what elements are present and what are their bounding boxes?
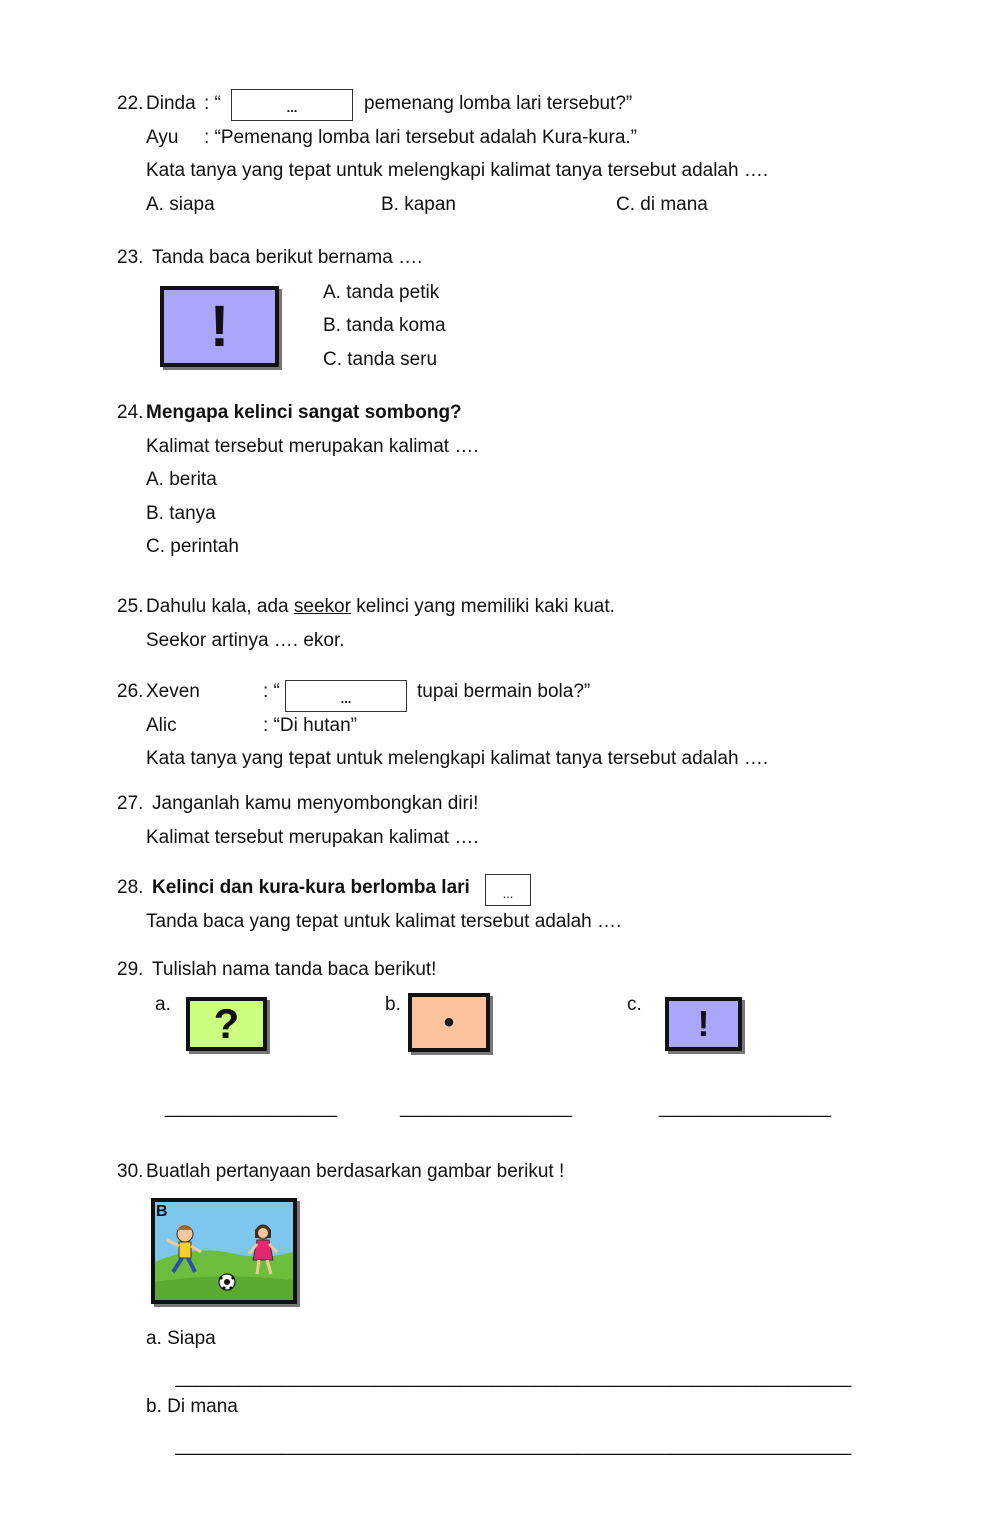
exclamation-mark-icon bbox=[160, 286, 279, 367]
q22-speaker2: Ayu bbox=[146, 127, 179, 148]
q27-number: 27. bbox=[117, 793, 144, 814]
q26-blank-box[interactable]: ... bbox=[285, 680, 407, 712]
q30-number: 30. bbox=[117, 1161, 144, 1182]
exclamation-mark-small-icon bbox=[665, 997, 742, 1051]
q29-answer-line-c[interactable]: ________________ bbox=[659, 1097, 832, 1118]
q22-speaker1: Dinda bbox=[146, 93, 196, 114]
q29-symbol-a: ? bbox=[213, 1000, 240, 1047]
q25-underlined-word: seekor bbox=[293, 596, 351, 617]
q22-question: Kata tanya yang tepat untuk melengkapi kalimat tanya tersebut adalah …. bbox=[146, 160, 769, 181]
q22-option-c[interactable]: C. di mana bbox=[616, 194, 708, 215]
q29-label-c: c. bbox=[627, 994, 642, 1015]
q30-answer-line-b[interactable]: ________________________________________________________________ bbox=[175, 1435, 852, 1456]
q28-blank-box[interactable]: ... bbox=[485, 874, 531, 906]
q27-line1: Janganlah kamu menyombongkan diri! bbox=[152, 793, 479, 814]
q29-number: 29. bbox=[117, 959, 144, 980]
q26-speaker2: Alic bbox=[146, 715, 177, 736]
q24-option-a[interactable]: A. berita bbox=[146, 469, 217, 490]
q30-prompt-b: b. Di mana bbox=[146, 1396, 238, 1417]
q24-title: Mengapa kelinci sangat sombong? bbox=[146, 402, 462, 423]
q23-option-c[interactable]: C. tanda seru bbox=[323, 349, 438, 370]
q24-question: Kalimat tersebut merupakan kalimat …. bbox=[146, 436, 479, 457]
q26-line1-rest: tupai bermain bola?” bbox=[417, 681, 591, 702]
children-playing-illustration bbox=[155, 1202, 293, 1300]
q23-option-b[interactable]: B. tanda koma bbox=[323, 315, 446, 336]
q24-option-c[interactable]: C. perintah bbox=[146, 536, 239, 557]
q29-question: Tulislah nama tanda baca berikut! bbox=[152, 959, 437, 980]
q29-answer-line-b[interactable]: ________________ bbox=[400, 1097, 573, 1118]
q25-line1 bbox=[146, 596, 615, 618]
q30-prompt-a: a. Siapa bbox=[146, 1328, 216, 1349]
q30-question: Buatlah pertanyaan berdasarkan gambar berikut ! bbox=[146, 1161, 565, 1182]
q22-line2: : “Pemenang lomba lari tersebut adalah Kura-kura.” bbox=[204, 127, 638, 148]
children-playing-picture bbox=[151, 1198, 297, 1304]
q28-number: 28. bbox=[117, 877, 144, 898]
q25-number: 25. bbox=[117, 596, 144, 617]
q24-option-b[interactable]: B. tanya bbox=[146, 503, 216, 524]
q28-title: Kelinci dan kura-kura berlomba lari bbox=[152, 877, 470, 898]
q30-image-mark: B bbox=[156, 1203, 168, 1220]
period-dot-icon bbox=[408, 993, 490, 1052]
q29-symbol-b: • bbox=[443, 1005, 455, 1039]
q29-answer-line-a[interactable]: ________________ bbox=[165, 1097, 338, 1118]
q23-option-a[interactable]: A. tanda petik bbox=[323, 282, 440, 303]
q27-question: Kalimat tersebut merupakan kalimat …. bbox=[146, 827, 479, 848]
q29-label-a: a. bbox=[155, 994, 171, 1015]
q28-question: Tanda baca yang tepat untuk kalimat tersebut adalah …. bbox=[146, 911, 622, 932]
q22-separator: : “ bbox=[204, 93, 221, 114]
q26-speaker1: Xeven bbox=[146, 681, 200, 702]
question-mark-icon bbox=[186, 997, 267, 1051]
q22-number: 22. bbox=[117, 93, 144, 114]
q26-separator: : “ bbox=[263, 681, 280, 702]
q30-answer-line-a[interactable]: ________________________________________________________________ bbox=[175, 1367, 852, 1388]
q23-question: Tanda baca berikut bernama …. bbox=[152, 247, 423, 268]
q26-number: 26. bbox=[117, 681, 144, 702]
q26-question: Kata tanya yang tepat untuk melengkapi kalimat tanya tersebut adalah …. bbox=[146, 748, 769, 769]
q26-line2: : “Di hutan” bbox=[263, 715, 357, 736]
q25-line1-pre: Dahulu kala, ada bbox=[146, 596, 289, 617]
q25-line2: Seekor artinya …. ekor. bbox=[146, 630, 345, 651]
q22-line1-rest: pemenang lomba lari tersebut?” bbox=[364, 93, 633, 114]
q22-option-a[interactable]: A. siapa bbox=[146, 194, 215, 215]
q23-symbol: ! bbox=[209, 293, 230, 359]
q22-blank-box[interactable]: ... bbox=[231, 89, 353, 121]
q29-symbol-c: ! bbox=[697, 1003, 710, 1044]
q25-line1-post: kelinci yang memiliki kaki kuat. bbox=[356, 596, 615, 617]
q24-number: 24. bbox=[117, 402, 144, 423]
q22-option-b[interactable]: B. kapan bbox=[381, 194, 456, 215]
q23-number: 23. bbox=[117, 247, 144, 268]
q29-label-b: b. bbox=[385, 994, 401, 1015]
